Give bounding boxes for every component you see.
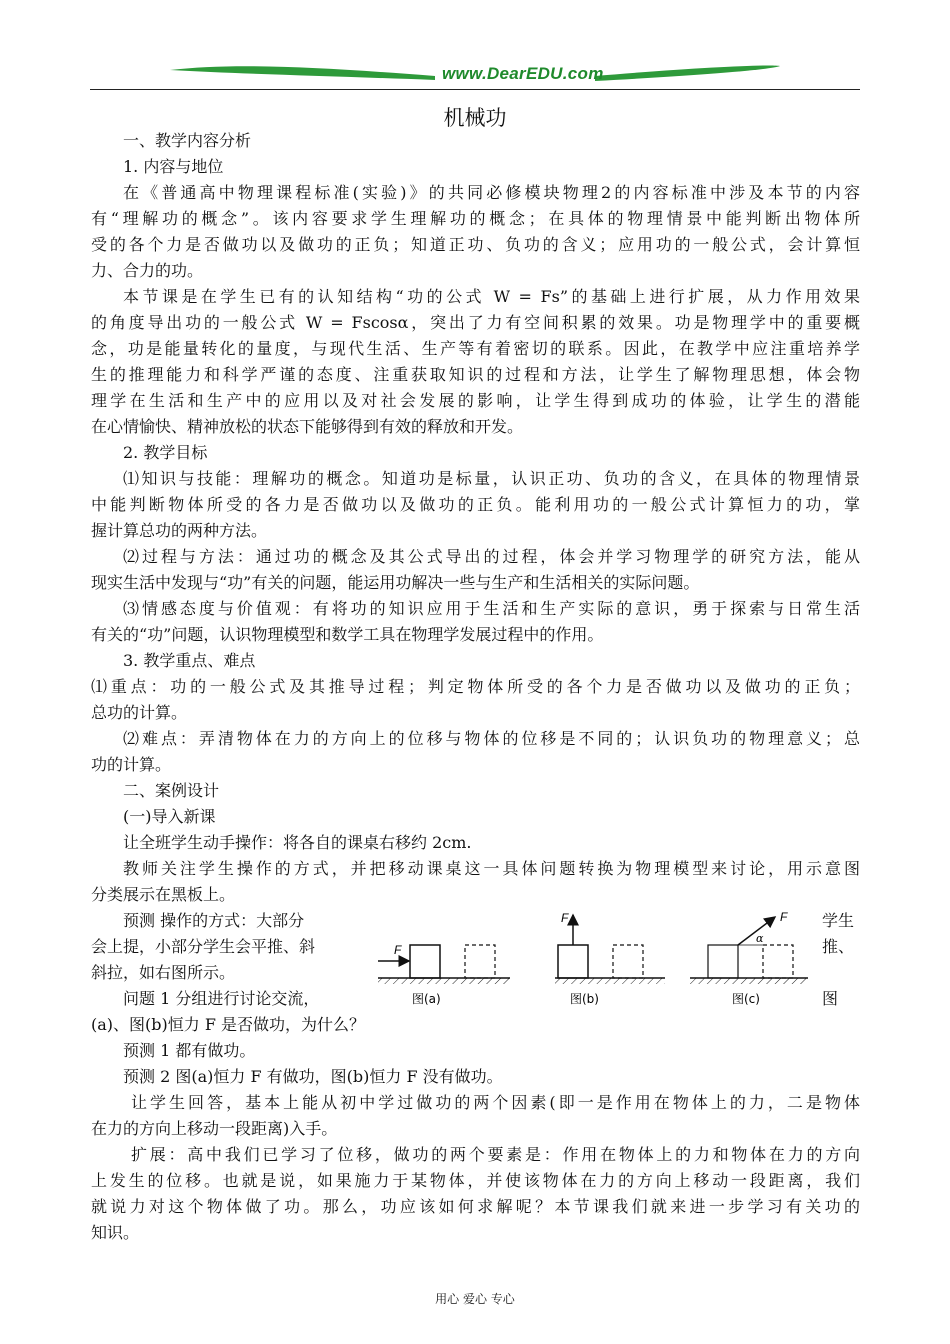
section-heading-2: 二、案例设计 — [123, 781, 220, 800]
paragraph-line: 理学在生活和生产中的应用以及对社会发展的影响，让学生得到成功的体验，让学生的潜能 — [91, 391, 860, 410]
subheading: 3. 教学重点、难点 — [123, 651, 256, 670]
paragraph-line: ⑵过程与方法：通过功的概念及其公式导出的过程，体会并学习物理学的研究方法，能从 — [123, 547, 860, 566]
paragraph-line: 受的各个力是否做功以及做功的正负；知道正功、负功的含义；应用功的一般公式，会计算恒 — [91, 235, 860, 254]
force-label-a: F — [394, 943, 402, 957]
subheading: 2. 教学目标 — [123, 443, 208, 462]
paragraph-line: 知识。 — [91, 1223, 140, 1242]
paragraph-line: 预测 1 都有做功。 — [123, 1041, 256, 1060]
wrap-text-right: 学生 — [822, 911, 855, 930]
paragraph-line: 的角度导出功的一般公式 W = Fscosα，突出了力有空间积累的效果。功是物理学中的重要概 — [91, 313, 860, 332]
subheading: 1. 内容与地位 — [123, 157, 224, 176]
caption-a: 图(a) — [412, 992, 441, 1006]
header-rule — [90, 89, 860, 90]
site-logo[interactable]: www.DearEDU.com — [442, 64, 604, 83]
paragraph-line: 有关的“功”问题，认识物理模型和数学工具在物理学发展过程中的作用。 — [91, 625, 604, 644]
paragraph-line: 握计算总功的两种方法。 — [91, 521, 268, 540]
wrap-text-right: 图 — [822, 989, 839, 1008]
paragraph-line: 问题 1 分组进行讨论交流， — [123, 989, 320, 1008]
paragraph-line: 现实生活中发现与“功”有关的问题，能运用功解决一些与生产和生活相关的实际问题。 — [91, 573, 700, 592]
paragraph-line: ⑴重点：功的一般公式及其推导过程；判定物体所受的各个力是否做功以及做功的正负； — [91, 677, 860, 696]
site-header — [90, 54, 860, 92]
page-title: 机械功 — [443, 106, 507, 130]
caption-c: 图(c) — [732, 992, 760, 1006]
paragraph-line: 扩展：高中我们已学习了位移，做功的两个要素是：作用在物体上的力和物体在力的方向 — [131, 1145, 860, 1164]
paragraph-line: 生的推理能力和科学严谨的态度、注重获取知识的过程和方法，让学生了解物理思想，体会物 — [91, 365, 860, 384]
paragraph-line: 教师关注学生操作的方式，并把移动课桌这一具体问题转换为物理模型来讨论，用示意图 — [123, 859, 860, 878]
paragraph-line: 在力的方向上移动一段距离)入手。 — [91, 1119, 338, 1138]
paragraph-line: ⑶情感态度与价值观：有将功的知识应用于生活和生产实际的意识，勇于探索与日常生活 — [123, 599, 860, 618]
force-label-b: F — [561, 911, 569, 925]
subheading: (一)导入新课 — [123, 807, 216, 826]
paragraph-line: (a)、图(b)恒力 F 是否做功，为什么？ — [91, 1015, 366, 1034]
paragraph-line: 上发生的位移。也就是说，如果施力于某物体，并使该物体在力的方向上移动一段距离，我们 — [91, 1171, 860, 1190]
paragraph-line: 让全班学生动手操作：将各自的课桌右移约 2cm. — [123, 833, 472, 852]
caption-b: 图(b) — [570, 992, 599, 1006]
wrap-text-right: 推、 — [822, 937, 855, 956]
paragraph-line: 会上提，小部分学生会平推、斜 — [91, 937, 316, 956]
paragraph-line: 念，功是能量转化的量度，与现代生活、生产等有着密切的联系。因此，在教学中应注重培养学 — [91, 339, 860, 358]
paragraph-line: 在《普通高中物理课程标准(实验)》的共同必修模块物理2的内容标准中涉及本节的内容 — [123, 183, 860, 202]
section-heading-1: 一、教学内容分析 — [123, 131, 252, 150]
force-diagram-figure — [370, 905, 815, 1010]
paragraph-line: 就说力对这个物体做了功。那么，功应该如何求解呢？本节课我们就来进一步学习有关功的 — [91, 1197, 860, 1216]
paragraph-line: 在心情愉快、精神放松的状态下能够得到有效的释放和开发。 — [91, 417, 524, 436]
angle-label: α — [756, 932, 764, 945]
paragraph-line: 中能判断物体所受的各力是否做功以及做功的正负。能利用功的一般公式计算恒力的功，掌 — [91, 495, 860, 514]
paragraph-line: ⑵难点：弄清物体在力的方向上的位移与物体的位移是不同的；认识负功的物理意义；总 — [123, 729, 860, 748]
paragraph-line: 本节课是在学生已有的认知结构“功的公式 W = Fs”的基础上进行扩展，从力作用效果 — [123, 287, 860, 306]
paragraph-line: 预测 操作的方式：大部分 — [123, 911, 305, 930]
paragraph-line: ⑴知识与技能：理解功的概念。知道功是标量，认识正功、负功的含义，在具体的物理情景 — [123, 469, 860, 488]
paragraph-line: 有“理解功的概念”。该内容要求学生理解功的概念；在具体的物理情景中能判断出物体所 — [91, 209, 860, 228]
paragraph-line: 总功的计算。 — [91, 703, 188, 722]
paragraph-line: 预测 2 图(a)恒力 F 有做功，图(b)恒力 F 没有做功。 — [123, 1067, 503, 1086]
diagram-a — [378, 943, 510, 1006]
paragraph-line: 让学生回答，基本上能从初中学过做功的两个因素(即一是作用在物体上的力，二是物体 — [131, 1093, 860, 1112]
diagram-b — [555, 911, 665, 1006]
paragraph-line: 力、合力的功。 — [91, 261, 204, 280]
paragraph-line: 分类展示在黑板上。 — [91, 885, 236, 904]
diagram-c — [690, 910, 808, 1006]
page-footer: 用心 爱心 专心 — [435, 1292, 515, 1306]
paragraph-line: 功的计算。 — [91, 755, 172, 774]
force-label-c: F — [780, 910, 788, 924]
paragraph-line: 斜拉，如右图所示。 — [91, 963, 236, 982]
